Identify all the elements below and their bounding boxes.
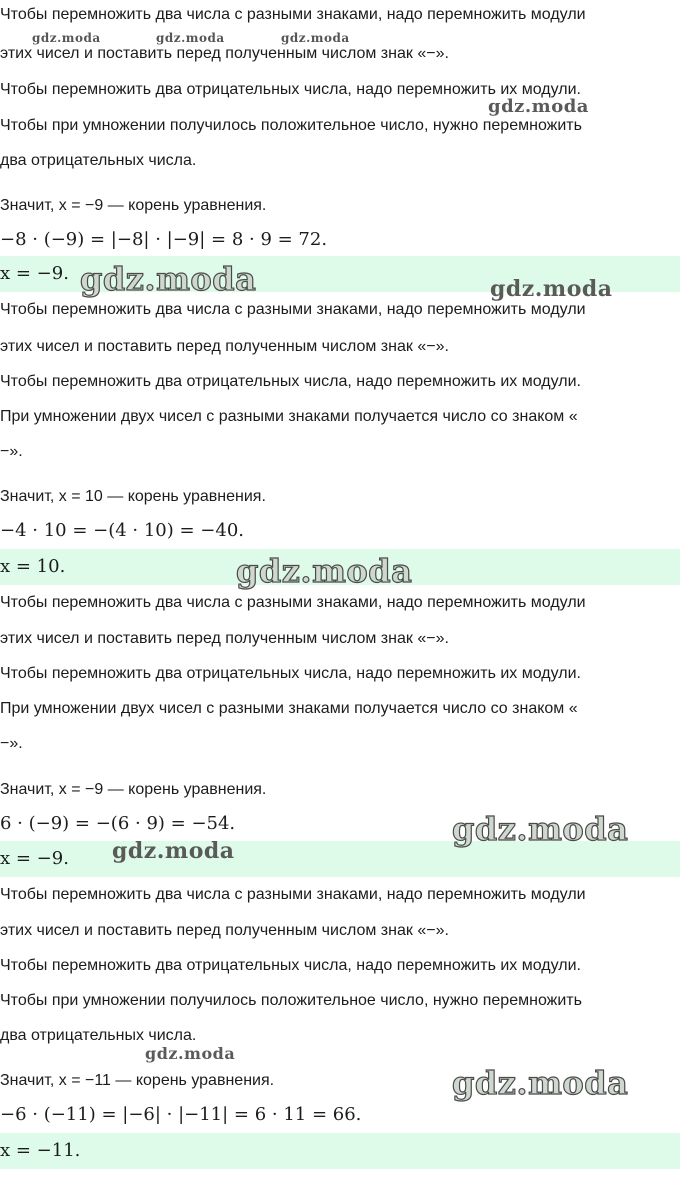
watermark-logo: gdz.moda [488, 96, 589, 117]
watermark-logo: gdz.moda [112, 838, 235, 864]
equation: 6 · (−9) = −(6 · 9) = −54. [0, 813, 236, 834]
equation: −6 · (−11) = |−6| · |−11| = 6 · 11 = 66. [0, 1104, 362, 1125]
rule-text: два отрицательных числа. [0, 1027, 197, 1044]
rule-text: При умножении двух чисел с разными знаками получается число со знаком « [0, 700, 578, 717]
rule-text: −». [0, 735, 23, 752]
conclusion-text: Значит, x = 10 — корень уравнения. [0, 488, 266, 505]
rule-text: Чтобы перемножить два числа с разными знаками, надо перемножить модули [0, 594, 586, 611]
rule-text: Чтобы перемножить два отрицательных числа, надо перемножить их модули. [0, 373, 581, 390]
rule-text: этих чисел и поставить перед полученным числом знак «−». [0, 338, 449, 355]
rule-text: этих чисел и поставить перед полученным числом знак «−». [0, 45, 449, 62]
answer-box [0, 1133, 680, 1169]
answer-text: x = −9. [0, 263, 69, 284]
watermark-logo: gdz.moda [236, 552, 413, 590]
answer-text: x = 10. [0, 556, 66, 577]
conclusion-text: Значит, x = −11 — корень уравнения. [0, 1072, 275, 1089]
watermark-logo: gdz.moda [145, 1044, 236, 1063]
equation: −8 · (−9) = |−8| · |−9| = 8 · 9 = 72. [0, 229, 328, 250]
rule-text: Чтобы при умножении получилось положительное число, нужно перемножить [0, 992, 582, 1009]
conclusion-text: Значит, x = −9 — корень уравнения. [0, 781, 267, 798]
rule-text: два отрицательных числа. [0, 152, 197, 169]
rule-text: Чтобы перемножить два отрицательных числа, надо перемножить их модули. [0, 665, 581, 682]
rule-text: Чтобы перемножить два числа с разными знаками, надо перемножить модули [0, 6, 586, 23]
equation: −4 · 10 = −(4 · 10) = −40. [0, 520, 245, 541]
answer-text: x = −11. [0, 1140, 81, 1161]
rule-text: Чтобы перемножить два числа с разными знаками, надо перемножить модули [0, 301, 586, 318]
watermark-logo: gdz.moda [452, 810, 629, 848]
rule-text: этих чисел и поставить перед полученным числом знак «−». [0, 630, 449, 647]
rule-text: Чтобы перемножить два отрицательных числа, надо перемножить их модули. [0, 81, 581, 98]
watermark-logo: gdz.moda [490, 276, 613, 302]
rule-text: Чтобы перемножить два отрицательных числа, надо перемножить их модули. [0, 957, 581, 974]
conclusion-text: Значит, x = −9 — корень уравнения. [0, 197, 267, 214]
rule-text: При умножении двух чисел с разными знаками получается число со знаком « [0, 408, 578, 425]
rule-text: Чтобы при умножении получилось положительное число, нужно перемножить [0, 117, 582, 134]
watermark-logo: gdz.moda [281, 31, 350, 45]
rule-text: Чтобы перемножить два числа с разными знаками, надо перемножить модули [0, 886, 586, 903]
rule-text: −». [0, 443, 23, 460]
watermark-logo: gdz.moda [452, 1064, 629, 1102]
answer-text: x = −9. [0, 848, 69, 869]
watermark-logo: gdz.moda [80, 260, 257, 298]
rule-text: этих чисел и поставить перед полученным числом знак «−». [0, 922, 449, 939]
watermark-logo: gdz.moda [32, 31, 101, 45]
watermark-logo: gdz.moda [156, 31, 225, 45]
